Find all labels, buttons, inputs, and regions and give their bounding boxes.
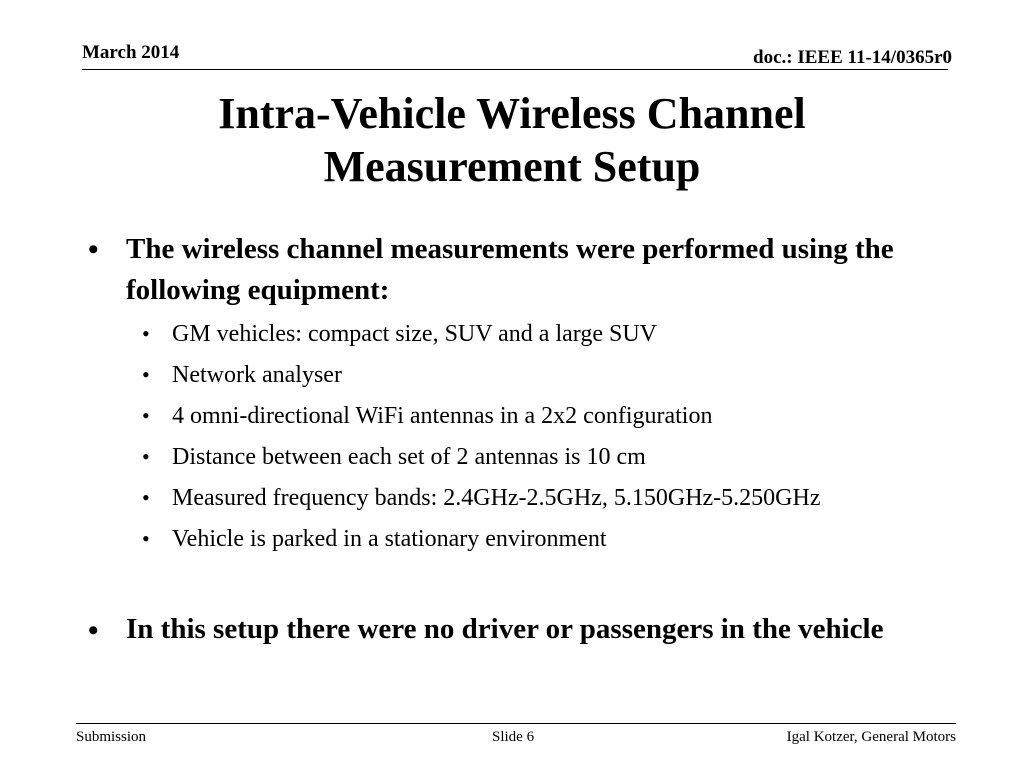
title-line-1: Intra-Vehicle Wireless Channel [218,89,806,138]
sub-bullet-text: Vehicle is parked in a stationary environment [172,526,607,552]
footer-submission: Submission [76,729,147,745]
sub-bullet-marker: • [142,444,150,469]
sub-bullet-marker: • [142,526,150,551]
footer-divider [76,723,956,724]
sub-bullet-marker: • [142,485,150,510]
sub-bullet-marker: • [142,403,150,428]
bullet-text: In this setup there were no driver or passengers in the vehicle [126,613,884,645]
sub-bullet-marker: • [142,362,150,387]
header-date: March 2014 [82,42,180,63]
header-doc-id: doc.: IEEE 11-14/0365r0 [753,47,952,68]
sub-bullet-text: 4 omni-directional WiFi antennas in a 2x2 configuration [172,403,713,429]
title-line-2: Measurement Setup [323,142,701,191]
footer-slide-number: Slide 6 [492,729,535,745]
sub-bullet-text: Measured frequency bands: 2.4GHz-2.5GHz, 5.150GHz-5.250GHz [172,485,821,511]
bullet-marker: • [88,233,99,266]
footer-author: Igal Kotzer, General Motors [786,729,956,745]
sub-bullet-text: Network analyser [172,362,342,388]
sub-bullet-text: GM vehicles: compact size, SUV and a large SUV [172,321,658,347]
sub-bullet-marker: • [142,321,150,346]
sub-bullet-text: Distance between each set of 2 antennas is 10 cm [172,444,646,470]
bullet-marker: • [88,614,99,647]
bullet-text: The wireless channel measurements were performed using the following equipment: [126,233,894,306]
